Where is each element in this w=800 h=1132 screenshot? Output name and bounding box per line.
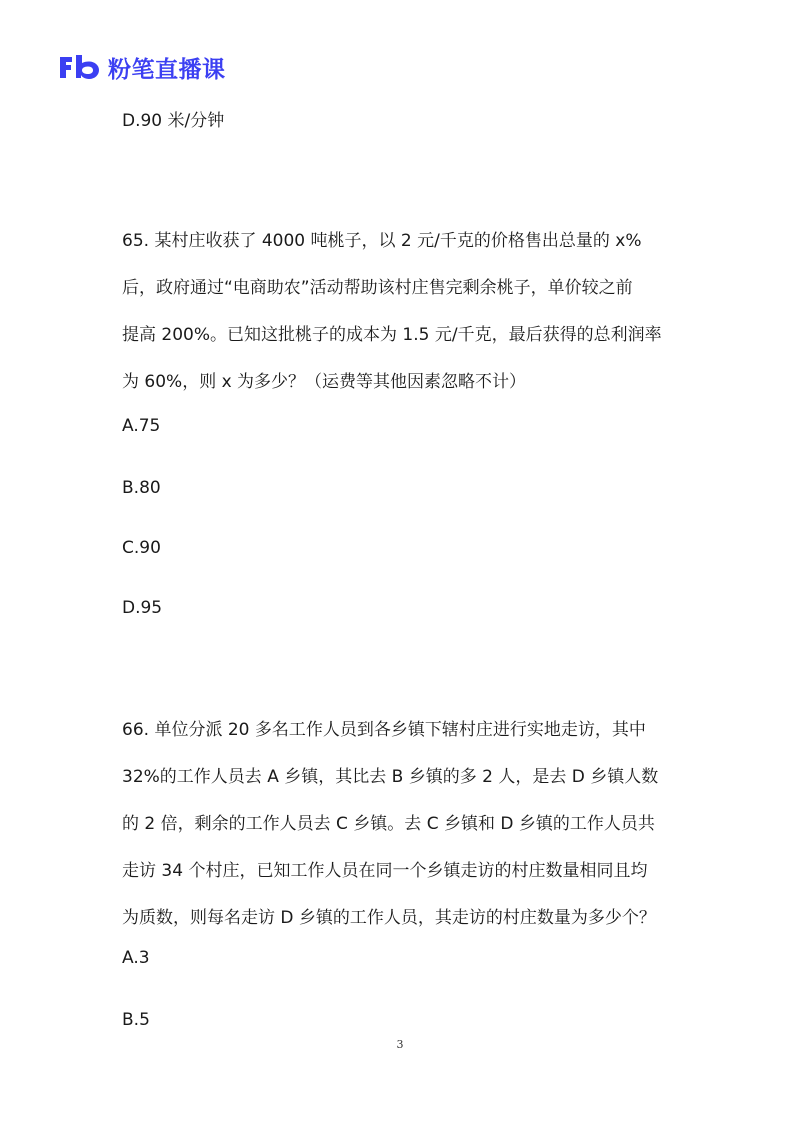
question-65-option-c: C.90 bbox=[122, 538, 161, 558]
question-65-line: 为 60%，则 x 为多少？（运费等其他因素忽略不计） bbox=[122, 372, 527, 392]
question-66-text bbox=[122, 707, 682, 942]
header-logo bbox=[58, 52, 226, 82]
question-66-line: 走访 34 个村庄，已知工作人员在同一个乡镇走访的村庄数量相同且均 bbox=[122, 861, 648, 881]
question-65-option-d: D.95 bbox=[122, 598, 163, 618]
question-65-line: 后，政府通过“电商助农”活动帮助该村庄售完剩余桃子，单价较之前 bbox=[122, 278, 633, 298]
question-66-line: 为质数，则每名走访 D 乡镇的工作人员，其走访的村庄数量为多少个？ bbox=[122, 908, 656, 928]
question-65-text bbox=[122, 218, 682, 406]
question-65-line: 65. 某村庄收获了 4000 吨桃子，以 2 元/千克的价格售出总量的 x% bbox=[122, 231, 642, 251]
brand-name: 粉笔直播课 bbox=[108, 56, 226, 83]
question-66-line: 32%的工作人员去 A 乡镇，其比去 B 乡镇的多 2 人，是去 D 乡镇人数 bbox=[122, 767, 659, 787]
question-66-line: 66. 单位分派 20 多名工作人员到各乡镇下辖村庄进行实地走访，其中 bbox=[122, 720, 646, 740]
page-number: 3 bbox=[396, 1038, 404, 1051]
prev-option-d: D.90 米/分钟 bbox=[122, 111, 225, 131]
question-66-line: 的 2 倍，剩余的工作人员去 C 乡镇。去 C 乡镇和 D 乡镇的工作人员共 bbox=[122, 814, 655, 834]
question-65-line: 提高 200%。已知这批桃子的成本为 1.5 元/千克，最后获得的总利润率 bbox=[122, 325, 662, 345]
question-65-option-a: A.75 bbox=[122, 416, 161, 436]
question-65-option-b: B.80 bbox=[122, 478, 161, 498]
question-66-option-b: B.5 bbox=[122, 1010, 150, 1030]
question-66-option-a: A.3 bbox=[122, 948, 150, 968]
fenbi-logo-icon bbox=[58, 54, 102, 80]
